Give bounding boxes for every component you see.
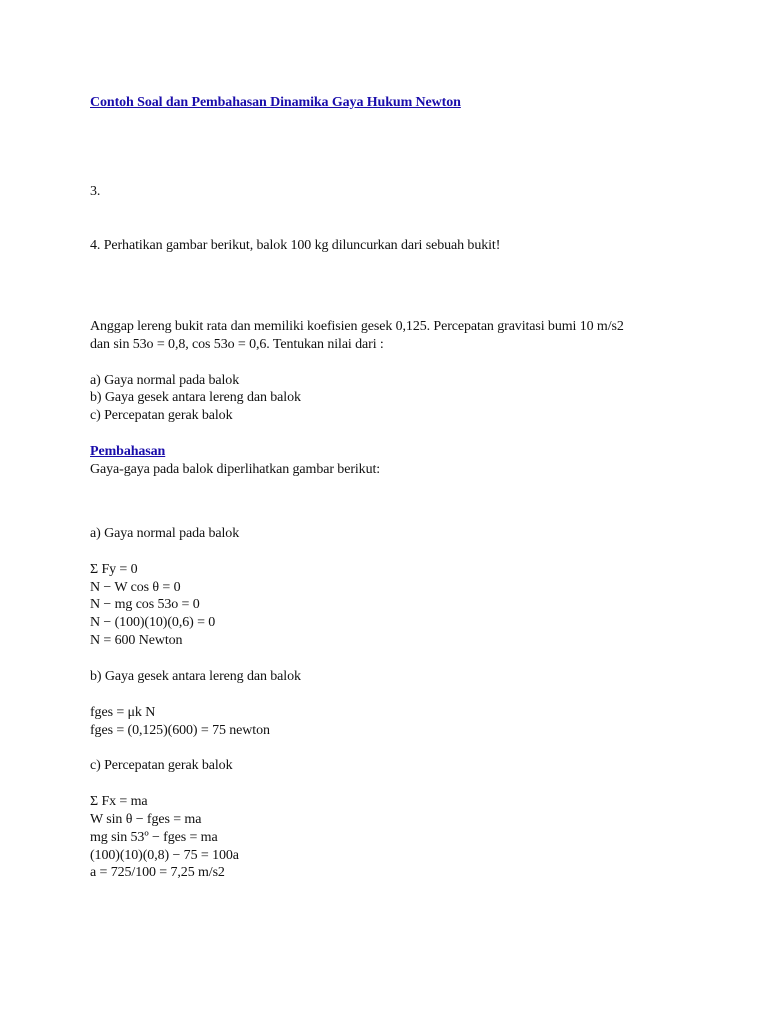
part-b-result: fges = (0,125)(600) = 75 newton: [90, 723, 270, 738]
pembahasan-link[interactable]: Pembahasan: [90, 444, 166, 459]
part-a-line: N − mg cos 53o = 0: [90, 597, 200, 612]
item-3: 3.: [90, 184, 101, 199]
part-c-line: Σ Fx = ma: [90, 794, 148, 809]
question-b: b) Gaya gesek antara lereng dan balok: [90, 390, 301, 405]
part-a-line: Σ Fy = 0: [90, 562, 138, 577]
pembahasan-intro: Gaya-gaya pada balok diperlihatkan gambar berikut:: [90, 462, 381, 477]
part-a-heading: a) Gaya normal pada balok: [90, 526, 240, 541]
part-a-result: N = 600 Newton: [90, 633, 183, 648]
part-c-line: mg sin 53º − fges = ma: [90, 830, 218, 845]
question-4: 4. Perhatikan gambar berikut, balok 100 kg diluncurkan dari sebuah bukit!: [90, 238, 501, 253]
question-c: c) Percepatan gerak balok: [90, 408, 233, 423]
part-b-line: fges = μk N: [90, 705, 156, 720]
intro-line-2: dan sin 53o = 0,8, cos 53o = 0,6. Tentukan nilai dari :: [90, 337, 384, 352]
part-c-result: a = 725/100 = 7,25 m/s2: [90, 865, 225, 880]
intro-line-1: Anggap lereng bukit rata dan memiliki koefisien gesek 0,125. Percepatan gravitasi bumi 10 m/s2: [90, 319, 624, 334]
title-link[interactable]: Contoh Soal dan Pembahasan Dinamika Gaya Hukum Newton: [90, 95, 461, 110]
part-c-line: (100)(10)(0,8) − 75 = 100a: [90, 848, 239, 863]
part-c-heading: c) Percepatan gerak balok: [90, 758, 233, 773]
part-a-line: N − (100)(10)(0,6) = 0: [90, 615, 216, 630]
question-a: a) Gaya normal pada balok: [90, 373, 240, 388]
part-a-line: N − W cos θ = 0: [90, 580, 181, 595]
part-c-line: W sin θ − fges = ma: [90, 812, 202, 827]
part-b-heading: b) Gaya gesek antara lereng dan balok: [90, 669, 301, 684]
